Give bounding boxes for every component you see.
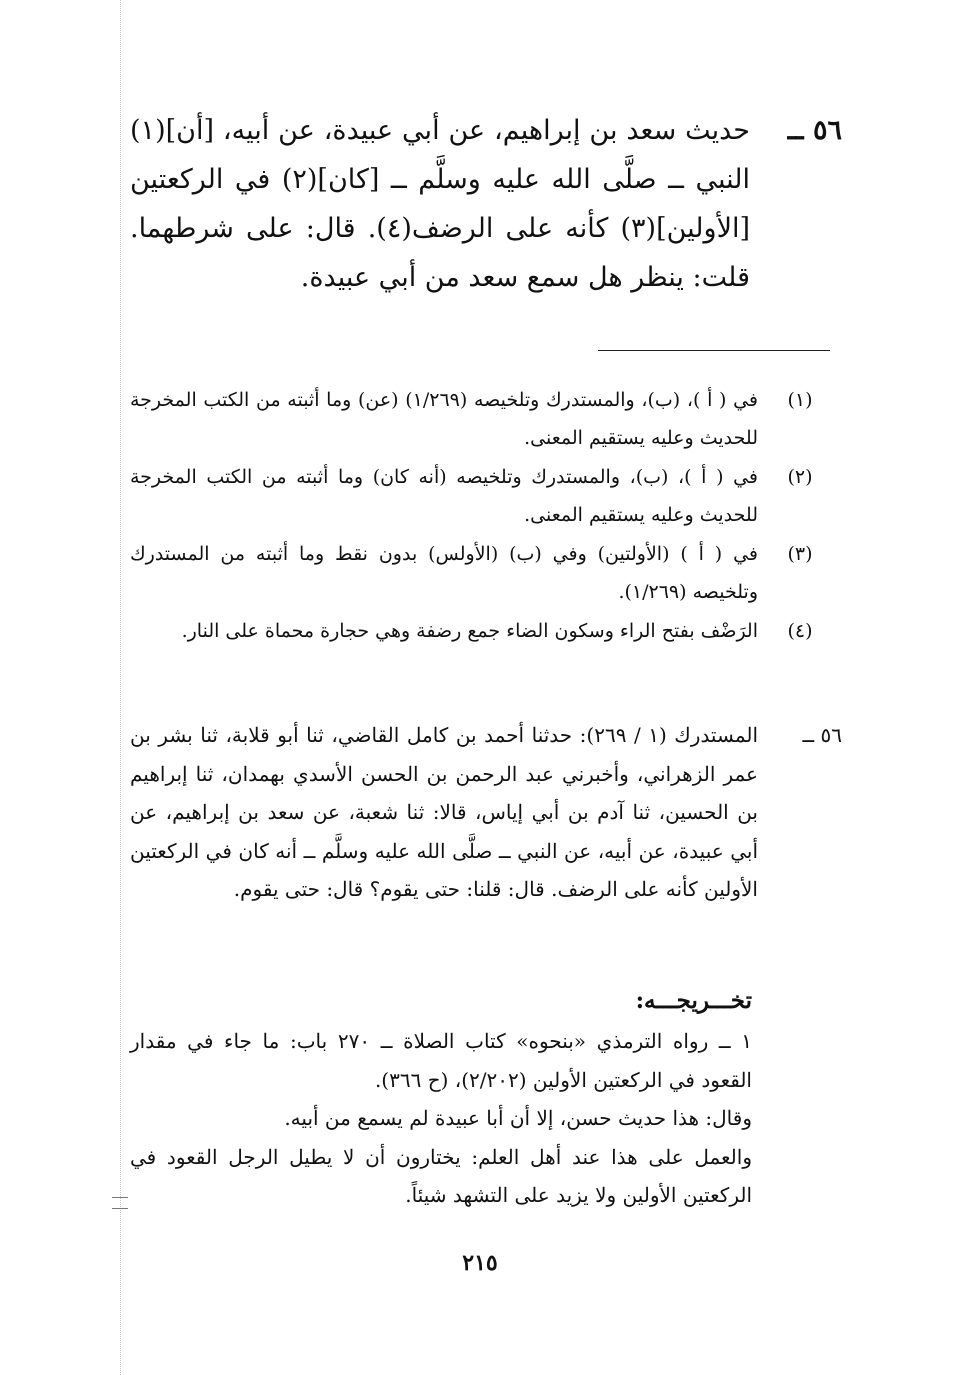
footnote xyxy=(130,381,842,457)
footnote xyxy=(130,458,842,534)
takhrij-section xyxy=(130,1022,752,1215)
mustadrak-number: ٥٦ ــ xyxy=(802,723,842,747)
takhrij-paragraph: وقال: هذا حديث حسن، إلا أن أبا عبيدة لم يسمع من أبيه. xyxy=(284,1106,752,1130)
footnote-number: (١) xyxy=(787,389,813,411)
footnote-number: (٢) xyxy=(787,466,813,488)
footnote-text: الرَضْف بفتح الراء وسكون الضاء جمع رضفة وهي حجارة محماة على النار. xyxy=(181,620,758,642)
footnote-number: (٤) xyxy=(787,620,813,642)
footnote-text: في ( أ ) (الأولتين) وفي (ب) (الأولس) بدون نقط وما أثبته من المستدرك وتلخيصه (١/٢٦٩). xyxy=(130,543,758,603)
footnote-text: في ( أ )، (ب)، والمستدرك وتلخيصه (أنه كان) وما أثبته من الكتب المخرجة للحديث وعليه يستقيم المعنى. xyxy=(130,466,758,526)
footnote xyxy=(130,535,842,611)
takhrij-heading: تخـــريجـــه: xyxy=(635,987,752,1014)
main-hadith xyxy=(130,106,842,302)
margin-mark xyxy=(112,1197,128,1209)
main-hadith-text: حديث سعد بن إبراهيم، عن أبي عبيدة، عن أبيه، [أن](١) النبي ــ صلَّى الله عليه وسلَّم ــ [كان](٢) في الركعتين [الأولين](٣) كأنه على الرضف(٤). قال: على شرطهما. قلت: ينظر هل سمع سعد من أبي عبيدة. xyxy=(130,115,750,293)
page-number: ٢١٥ xyxy=(462,1250,498,1276)
footnote-text: في ( أ )، (ب)، والمستدرك وتلخيصه (١/٢٦٩) (عن) وما أثبته من الكتب المخرجة للحديث وعليه يستقيم المعنى. xyxy=(130,389,758,449)
main-hadith-number: ٥٦ ــ xyxy=(787,115,842,146)
margin-line xyxy=(120,0,121,1375)
mustadrak-section xyxy=(130,716,842,909)
footnote xyxy=(130,612,842,650)
footnote-separator xyxy=(598,350,830,351)
footnote-number: (٣) xyxy=(787,543,813,565)
takhrij-paragraph: ١ ــ رواه الترمذي «بنحوه» كتاب الصلاة ــ ٢٧٠ باب: ما جاء في مقدار القعود في الركعتين الأولين (٢/٢٠٢)، (ح ٣٦٦). xyxy=(130,1029,752,1092)
takhrij-paragraph: والعمل على هذا عند أهل العلم: يختارون أن لا يطيل الرجل القعود في الركعتين الأولين ولا يزيد على التشهد شيئاً. xyxy=(130,1144,752,1207)
mustadrak-text: المستدرك (١ / ٢٦٩): حدثنا أحمد بن كامل القاضي، ثنا أبو قلابة، ثنا بشر بن عمر الزهراني، وأخبرني عبد الرحمن بن الحسن الأسدي بهمدان، ثنا إبراهيم بن الحسين، ثنا آدم بن أبي إياس، قالا: ثنا شعبة، عن سعد بن إبراهيم، عن أبي عبيدة، عن أبيه، عن النبي ــ صلَّى الله عليه وسلَّم ــ أنه كان في الركعتين الأولين كأنه على الرضف. قال: قلنا: حتى يقوم؟ قال: حتى يقوم. xyxy=(130,723,759,901)
footnotes xyxy=(130,381,842,651)
